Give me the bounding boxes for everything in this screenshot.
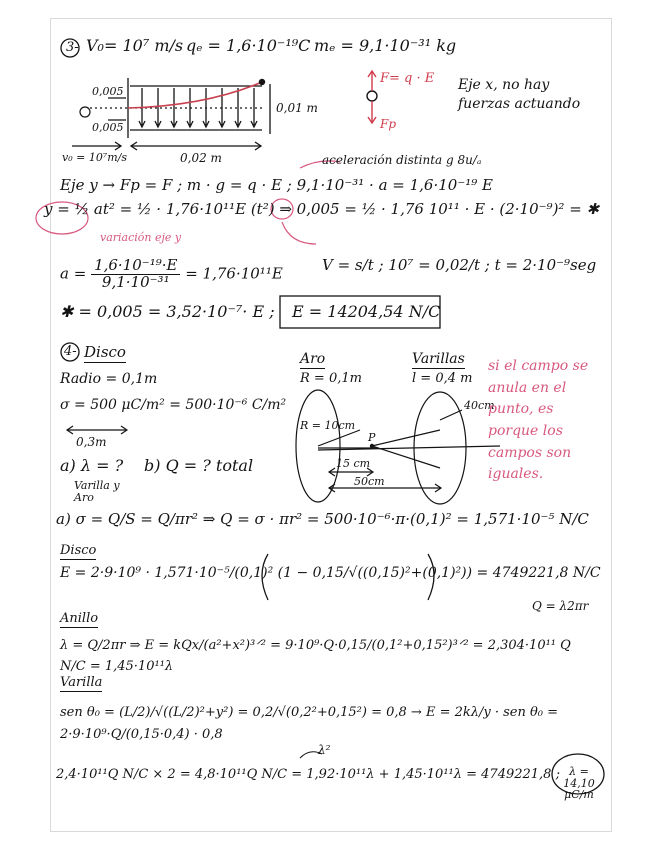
question-a-sub: Varilla y Aro: [74, 479, 120, 504]
eq-rod: sen θ₀ = (L/2)/√((L/2)²+y²) = 0,2/√(0,2²+0,15²) = 0,8 → E = 2kλ/y · sen θ₀ = 2·9·10⁹·Q/(0,15·0,4) · 0,8: [60, 705, 559, 743]
velocity-label: v₀ = 10⁷m/s: [62, 151, 128, 164]
ring-title: Aro: [300, 351, 326, 367]
force-diagram: [367, 71, 377, 123]
initial-velocity: V₀= 10⁷ m/s: [86, 36, 184, 55]
fig-radius: R = 10cm: [300, 419, 356, 432]
ring-label: Anillo: [60, 611, 99, 626]
eq-y-axis: Eje y → Fp = F ; m · g = q · E ; 9,1·10⁻³¹ · a = 1,6·10⁻¹⁹ E: [60, 176, 493, 194]
electric-force: F= q · E: [380, 71, 435, 86]
surface-density: σ = 500 μC/m² = 500·10⁻⁶ C/m²: [60, 397, 287, 413]
electron-symbol: [80, 107, 90, 117]
eq-ring: λ = Q/2πr ⇒ E = kQx/(a²+x²)³ᐟ² = 9·10⁹·Q·0,15/(0,1²+0,15²)³ᐟ² = 2,304·10¹¹ Q N/C = 1,45·10¹¹λ: [60, 638, 571, 674]
electron-charge: qₑ = 1,6·10⁻¹⁹C: [186, 36, 311, 55]
rod-length: l = 0,4 m: [412, 371, 473, 386]
dim-lower: 0,005: [92, 121, 124, 134]
question-a: a) λ = ?: [60, 456, 124, 475]
note-x-axis: Eje x, no hay fuerzas actuando: [458, 77, 581, 112]
eq-disk: E = 2·9·10⁹ · 1,571·10⁻⁵/(0,1)² (1 − 0,15/√((0,15)²+(0,1)²)) = 4749221,8 N/C: [60, 565, 601, 581]
plate-gap: 0,01 m: [276, 101, 318, 115]
question-b: b) Q = ? total: [144, 456, 254, 475]
q-lambda: Q = λ2πr: [532, 599, 589, 613]
result-lhs: ✱ = 0,005 = 3,52·10⁻⁷· E ;: [60, 302, 275, 321]
accel-eq: a = $\frac{\text{1,6·10⁻¹⁹·E}}{\text{9,1·10⁻³¹}}$ = 1,76·10¹¹E: [60, 256, 283, 291]
fig-15cm: 15 cm: [336, 457, 371, 470]
exit-point: [259, 79, 265, 85]
lambda-tag: λ²: [318, 743, 331, 757]
pink-note: si el campo se anula en el punto, es porque los campos son iguales.: [488, 358, 589, 483]
fig-point: P: [368, 431, 376, 444]
final-answer: λ = 14,10 μC/m: [563, 765, 595, 802]
rod-label: Varilla: [60, 675, 103, 690]
dim-upper: 0,005: [92, 85, 124, 98]
velocity-eq: V = s/t ; 10⁷ = 0,02/t ; t = 2·10⁻⁹seg: [322, 256, 597, 274]
eq-charge: a) σ = Q/S = Q/πr² ⇒ Q = σ · πr² = 500·10⁻⁶·π·(0,1)² = 1,571·10⁻⁵ N/C: [56, 510, 589, 528]
disk-width: 0,3m: [76, 435, 107, 449]
weight-force: Fp: [380, 117, 397, 131]
section-title: Disco: [84, 343, 126, 361]
eq-position: y = ½ at² = ½ · 1,76·10¹¹E (t²) ⇒ 0,005 = ½ · 1,76 10¹¹ · E · (2·10⁻⁹)² = ✱: [44, 200, 600, 218]
problem-number: 3-: [66, 40, 79, 55]
electron-mass: mₑ = 9,1·10⁻³¹ kg: [314, 36, 457, 55]
disk-radius: Radio = 0,1m: [60, 371, 158, 387]
variation-note: variación eje y: [100, 231, 182, 244]
rod-title: Varillas: [412, 351, 465, 367]
disk-label: Disco: [60, 543, 97, 558]
acceleration-note: aceleración distinta g 8u/ₐ: [322, 153, 482, 167]
problem-number: 4-: [64, 344, 77, 359]
ring-radius: R = 0,1m: [300, 371, 362, 386]
result-value: E = 14204,54 N/C: [292, 302, 441, 321]
length-label: 0,02 m: [180, 151, 222, 165]
eq-final: 2,4·10¹¹Q N/C × 2 = 4,8·10¹¹Q N/C = 1,92·10¹¹λ + 1,45·10¹¹λ = 4749221,8 ;: [56, 767, 560, 782]
fig-40cm: 40cm: [464, 399, 495, 412]
fig-50cm: 50cm: [354, 475, 385, 488]
